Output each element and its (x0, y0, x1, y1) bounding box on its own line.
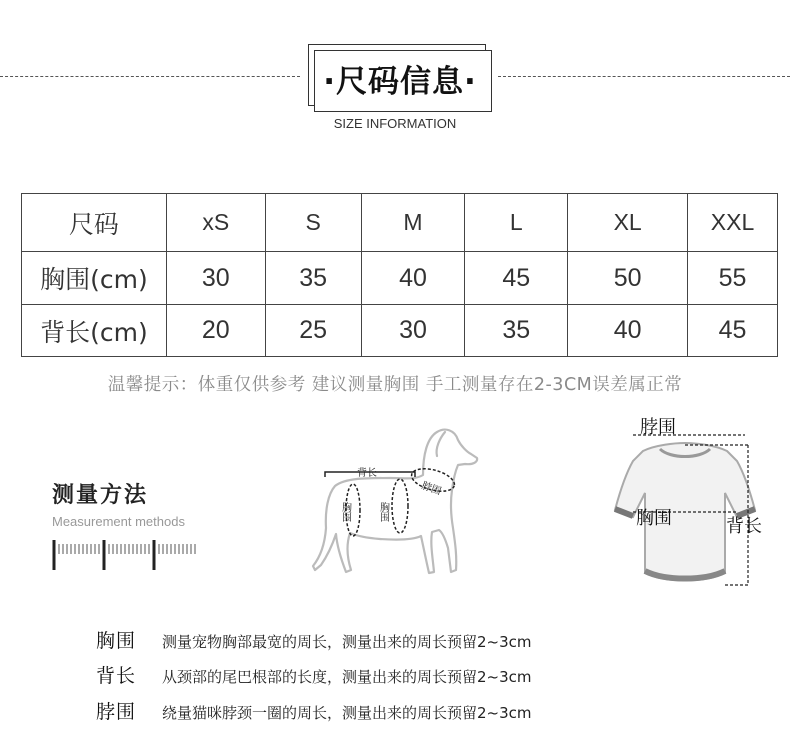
dog-neck-label: 脖围 (419, 480, 443, 498)
dog-diagram (295, 420, 505, 590)
size-column-header: XXL (688, 194, 778, 252)
table-cell: 25 (265, 305, 361, 357)
page-subtitle: SIZE INFORMATION (333, 116, 457, 131)
size-column-header: L (465, 194, 568, 252)
desc-term: 胸围 (96, 630, 137, 652)
list-item (96, 697, 532, 724)
desc-text: 从颈部的尾巴根部的长度，测量出来的周长预留2~3cm (162, 668, 532, 686)
dog-chest-label-2: 胸围 (377, 502, 389, 522)
table-cell: 35 (465, 305, 568, 357)
desc-term: 背长 (96, 665, 137, 687)
table-cell: 20 (166, 305, 265, 357)
measurement-tip: 温馨提示：体重仅供参考 建议测量胸围 手工测量存在2-3CM误差属正常 (107, 375, 683, 395)
row-label: 背长(cm) (22, 305, 167, 357)
table-cell: 55 (688, 252, 778, 305)
method-subtitle: Measurement methods (52, 514, 185, 529)
table-row (22, 252, 778, 305)
table-cell: 45 (465, 252, 568, 305)
shirt-chest-label: 胸围 (636, 508, 672, 529)
shirt-back-label: 背长 (726, 516, 762, 537)
table-row (22, 305, 778, 357)
dog-outline-icon (313, 430, 477, 573)
shirt-neck-label: 脖围 (640, 417, 676, 438)
desc-text: 测量宠物胸部最宽的周长，测量出来的周长预留2~3cm (162, 633, 532, 651)
page-title: ·尺码信息· (323, 63, 477, 100)
desc-text: 绕量猫咪脖颈一圈的周长，测量出来的周长预留2~3cm (162, 704, 532, 722)
shirt-diagram (585, 405, 785, 595)
list-item (96, 626, 532, 653)
table-header-row (22, 194, 778, 252)
table-cell: 40 (361, 252, 465, 305)
header-divider-left (0, 76, 300, 77)
size-table (21, 193, 778, 357)
table-cell: 45 (688, 305, 778, 357)
table-cell: 35 (265, 252, 361, 305)
size-column-header: xS (166, 194, 265, 252)
dog-chest-label-1: 胸围 (339, 502, 351, 522)
table-cell: 50 (568, 252, 688, 305)
table-cell: 30 (166, 252, 265, 305)
method-title: 测量方法 (52, 483, 149, 508)
header-divider-right (498, 76, 790, 77)
size-column-header: XL (568, 194, 688, 252)
row-label: 胸围(cm) (22, 252, 167, 305)
table-cell: 30 (361, 305, 465, 357)
table-header-label: 尺码 (22, 194, 167, 252)
dog-back-label: 背长 (357, 468, 377, 479)
size-column-header: M (361, 194, 465, 252)
ruler-icon (52, 538, 202, 574)
table-cell: 40 (568, 305, 688, 357)
list-item (96, 661, 532, 688)
size-column-header: S (265, 194, 361, 252)
desc-term: 脖围 (96, 701, 137, 723)
